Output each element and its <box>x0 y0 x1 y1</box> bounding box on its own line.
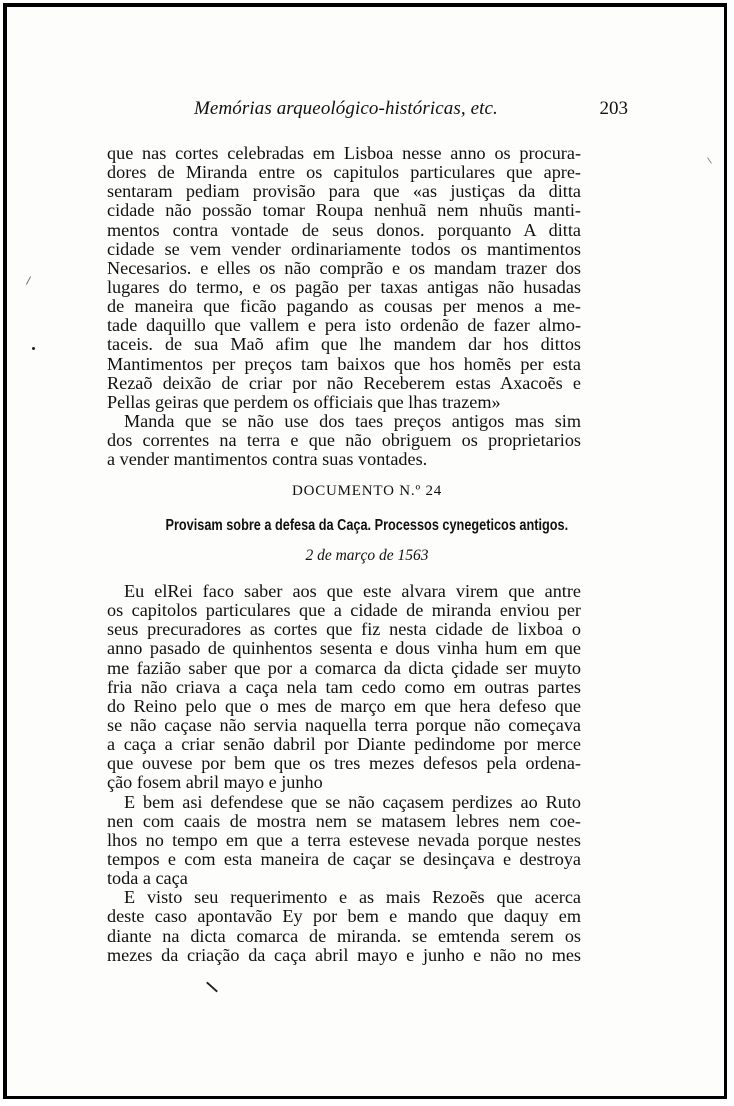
text-line: cidade se vem vender ordinariamente todos os mantimentos <box>107 238 581 259</box>
text-line: E visto seu requerimento e as mais Rezoẽs que acerca <box>124 887 581 908</box>
running-title: Memórias arqueológico-históricas, etc. <box>194 98 498 119</box>
text-line: sentaram pediam provisão para que «as justiças da ditta <box>107 181 581 202</box>
text-line: diante na dicta comarca de miranda. se emtenda serem os <box>107 925 581 946</box>
text-line: lhos no tempo em que a terra estevese nevada porque nestes <box>107 829 581 850</box>
document-subtitle: Provisam sobre a defesa da Caça. Processos cynegeticos antigos. <box>165 517 569 534</box>
text-line: mezes da criação da caça abril mayo e junho e não no mes <box>107 944 581 965</box>
text-line: anno pasado de quinhentos sesenta e dous vinha hum em que <box>107 638 581 659</box>
text-line: Manda que se não use dos taes preços antigos mas sim <box>124 410 581 431</box>
text-line: dos correntes na terra e que não obriguem os proprietarios <box>107 430 581 451</box>
text-line: a vender mantimentos contra suas vontades. <box>107 449 428 470</box>
text-line: nen com caais de mostra nem se matasem lebres nem coe- <box>107 810 581 831</box>
text-line: me fazião saber que por a comarca da dicta çidade ser muyto <box>107 657 581 678</box>
text-line: E bem asi defendese que se não caçasem perdizes ao Ruto <box>124 791 581 812</box>
text-line: Pellas geiras que perdem os officiais que lhas trazem» <box>107 391 501 412</box>
text-line: seus precuradores as cortes que fiz nesta cidade de lixboa o <box>107 619 581 640</box>
text-line: ção fosem abril mayo e junho <box>107 772 323 793</box>
text-line: Necesarios. e elles os não comprão e os mandam trazer dos <box>107 257 581 278</box>
paragraph-continuation <box>107 144 581 469</box>
text-line: deste caso apontavão Ey por bem e mando que daquy em <box>107 906 581 927</box>
document-heading: DOCUMENTO N.º 24 <box>291 483 443 499</box>
text-line: cidade não possão tomar Roupa nenhuã nem nhuũs manti- <box>107 200 581 221</box>
text-line: lugares do termo, e os pagão per taxas antigas não husadas <box>107 276 581 297</box>
running-header <box>150 98 628 124</box>
text-line: Eu elRei faco saber aos que este alvara virem que antre <box>124 581 581 601</box>
text-line: de maneira que ficão pagando as cousas per menos a me- <box>107 296 581 317</box>
text-line: do Reino pelo que o mes de março em que hera defeso que <box>107 695 581 716</box>
text-line: fria não criava a caça nela tam cedo como em outras partes <box>107 676 581 697</box>
text-line: mentos contra vontade de seus donos. porquanto A ditta <box>107 219 581 240</box>
text-line: os capitolos particulares que a cidade de miranda enviou per <box>107 600 581 621</box>
text-line: tade daquillo que vallem e pera isto ordenão de fazer almo- <box>107 315 581 336</box>
text-line: dores de Miranda entre os capitulos particulares que apre- <box>107 162 581 183</box>
page-number: 203 <box>599 98 628 119</box>
text-line: tempos e com esta maneira de caçar se desinçava e destroya <box>107 848 581 869</box>
text-line: toda a caça <box>107 868 188 889</box>
text-line: a caça a criar senão dabril por Diante pedindome por merce <box>107 734 581 755</box>
text-line: que nas cortes celebradas em Lisboa nesse anno os procura- <box>107 143 581 163</box>
document-body <box>107 582 581 965</box>
text-line: se não caçase não servia naquella terra porque não começava <box>107 714 581 735</box>
document-date: 2 de março de 1563 <box>305 547 429 564</box>
text-line: Rezaõ deixão de criar por não Receberem estas Axacoẽs e <box>107 372 581 393</box>
text-line: que ouvese por bem que os tres mezes defesos pela ordena- <box>107 753 581 774</box>
text-line: taceis. de sua Maõ afim que lhe mandem dar hos dittos <box>107 334 581 355</box>
margin-dot <box>32 347 35 350</box>
text-line: Mantimentos per preços tam baixos que hos homẽs per esta <box>107 353 581 374</box>
